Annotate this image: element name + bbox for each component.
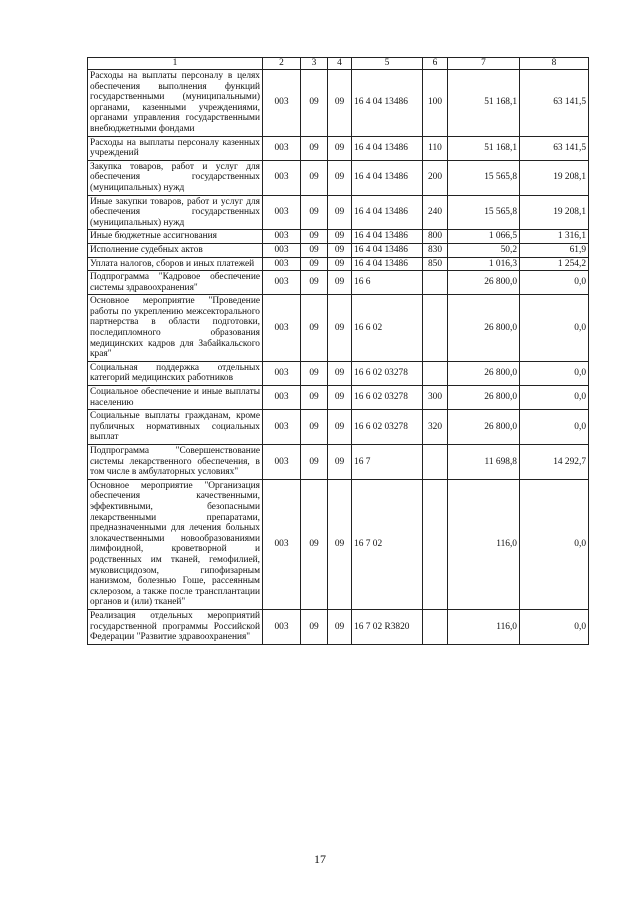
cell-expense-type: 300 (423, 386, 448, 410)
cell-subsection: 09 (328, 70, 352, 137)
cell-subsection: 09 (328, 257, 352, 271)
column-header: 3 (301, 58, 328, 70)
cell-amount-year1: 51 168,1 (448, 70, 520, 137)
cell-amount-year1: 15 565,8 (448, 195, 520, 230)
table-row (88, 609, 589, 644)
cell-subsection: 09 (328, 609, 352, 644)
cell-amount-year1: 26 800,0 (448, 271, 520, 295)
cell-subsection: 09 (328, 243, 352, 257)
cell-section: 09 (301, 410, 328, 445)
cell-subsection: 09 (328, 230, 352, 244)
cell-subsection: 09 (328, 160, 352, 195)
cell-amount-year2: 0,0 (520, 410, 589, 445)
cell-main-admin: 003 (263, 243, 301, 257)
cell-subsection: 09 (328, 410, 352, 445)
table-header-row (88, 58, 589, 70)
row-name: Иные закупки товаров, работ и услуг для обеспечения государственных (муниципальных) нужд (88, 195, 263, 230)
column-header: 5 (352, 58, 423, 70)
row-name: Подпрограмма "Кадровое обеспечение системы здравоохранения" (88, 271, 263, 295)
row-name: Расходы на выплаты персоналу казенных учреждений (88, 136, 263, 160)
cell-amount-year2: 0,0 (520, 386, 589, 410)
cell-section: 09 (301, 386, 328, 410)
cell-expense-type (423, 445, 448, 480)
table-row (88, 243, 589, 257)
cell-amount-year2: 63 141,5 (520, 70, 589, 137)
cell-section: 09 (301, 479, 328, 609)
cell-expense-type: 200 (423, 160, 448, 195)
cell-subsection: 09 (328, 361, 352, 385)
cell-expense-type (423, 479, 448, 609)
cell-expense-type (423, 295, 448, 362)
table-row (88, 136, 589, 160)
cell-section: 09 (301, 361, 328, 385)
cell-subsection: 09 (328, 271, 352, 295)
cell-amount-year1: 50,2 (448, 243, 520, 257)
cell-amount-year1: 51 168,1 (448, 136, 520, 160)
cell-amount-year1: 1 066,5 (448, 230, 520, 244)
cell-section: 09 (301, 230, 328, 244)
row-name: Реализация отдельных мероприятий государственной программы Российской Федерации "Развитие здравоохранения" (88, 609, 263, 644)
cell-target-article: 16 6 02 03278 (352, 361, 423, 385)
cell-expense-type: 110 (423, 136, 448, 160)
table-row (88, 271, 589, 295)
table-row (88, 410, 589, 445)
row-name: Социальное обеспечение и иные выплаты населению (88, 386, 263, 410)
table-row (88, 386, 589, 410)
cell-amount-year1: 26 800,0 (448, 410, 520, 445)
cell-section: 09 (301, 243, 328, 257)
row-name: Уплата налогов, сборов и иных платежей (88, 257, 263, 271)
cell-expense-type (423, 271, 448, 295)
cell-amount-year2: 0,0 (520, 479, 589, 609)
column-header: 6 (423, 58, 448, 70)
row-name: Иные бюджетные ассигнования (88, 230, 263, 244)
cell-amount-year2: 19 208,1 (520, 160, 589, 195)
cell-section: 09 (301, 195, 328, 230)
table-row (88, 230, 589, 244)
column-header: 4 (328, 58, 352, 70)
row-name: Расходы на выплаты персоналу в целях обеспечения выполнения функций государственными (муниципальными) органами, казенными учреждениями, органами управления государственными внебюджетными фондами (88, 70, 263, 137)
cell-amount-year2: 0,0 (520, 609, 589, 644)
cell-subsection: 09 (328, 195, 352, 230)
cell-section: 09 (301, 257, 328, 271)
cell-main-admin: 003 (263, 410, 301, 445)
row-name: Исполнение судебных актов (88, 243, 263, 257)
cell-amount-year2: 61,9 (520, 243, 589, 257)
cell-target-article: 16 7 02 (352, 479, 423, 609)
cell-target-article: 16 7 02 R3820 (352, 609, 423, 644)
cell-expense-type (423, 361, 448, 385)
cell-amount-year1: 1 016,3 (448, 257, 520, 271)
row-name: Основное мероприятие "Организация обеспечения качественными, эффективными, безопасными лекарственными препаратами, предназначенными для лечения больных злокачественными новообразованиями лимфоидной, кроветворной и родственных им тканей, гемофилией, муковисцидозом, гипофизарным нанизмом, болезнью Гоше, рассеянным склерозом, а также после трансплантации органов и (или) тканей" (88, 479, 263, 609)
cell-subsection: 09 (328, 136, 352, 160)
cell-target-article: 16 6 02 03278 (352, 386, 423, 410)
cell-main-admin: 003 (263, 257, 301, 271)
cell-target-article: 16 6 02 (352, 295, 423, 362)
table-row (88, 445, 589, 480)
cell-amount-year1: 116,0 (448, 479, 520, 609)
table-row (88, 160, 589, 195)
cell-section: 09 (301, 160, 328, 195)
table-row (88, 479, 589, 609)
cell-main-admin: 003 (263, 230, 301, 244)
cell-amount-year2: 1 254,2 (520, 257, 589, 271)
cell-target-article: 16 4 04 13486 (352, 230, 423, 244)
cell-main-admin: 003 (263, 160, 301, 195)
cell-main-admin: 003 (263, 70, 301, 137)
cell-expense-type: 240 (423, 195, 448, 230)
cell-expense-type: 830 (423, 243, 448, 257)
cell-target-article: 16 4 04 13486 (352, 257, 423, 271)
cell-expense-type (423, 609, 448, 644)
cell-amount-year1: 116,0 (448, 609, 520, 644)
cell-target-article: 16 4 04 13486 (352, 70, 423, 137)
column-header: 1 (88, 58, 263, 70)
cell-amount-year1: 15 565,8 (448, 160, 520, 195)
cell-main-admin: 003 (263, 445, 301, 480)
cell-subsection: 09 (328, 295, 352, 362)
table-row (88, 361, 589, 385)
row-name: Закупка товаров, работ и услуг для обеспечения государственных (муниципальных) нужд (88, 160, 263, 195)
cell-amount-year2: 19 208,1 (520, 195, 589, 230)
cell-amount-year1: 11 698,8 (448, 445, 520, 480)
column-header: 2 (263, 58, 301, 70)
cell-expense-type: 850 (423, 257, 448, 271)
page-number: 17 (314, 852, 326, 866)
cell-amount-year2: 0,0 (520, 361, 589, 385)
cell-section: 09 (301, 136, 328, 160)
cell-main-admin: 003 (263, 361, 301, 385)
cell-subsection: 09 (328, 479, 352, 609)
cell-section: 09 (301, 271, 328, 295)
cell-amount-year1: 26 800,0 (448, 295, 520, 362)
row-name: Подпрограмма "Совершенствование системы лекарственного обеспечения, в том числе в амбулаторных условиях" (88, 445, 263, 480)
cell-amount-year1: 26 800,0 (448, 386, 520, 410)
cell-section: 09 (301, 70, 328, 137)
cell-main-admin: 003 (263, 479, 301, 609)
table-row (88, 295, 589, 362)
table-row (88, 257, 589, 271)
cell-expense-type: 100 (423, 70, 448, 137)
cell-amount-year2: 63 141,5 (520, 136, 589, 160)
cell-target-article: 16 4 04 13486 (352, 160, 423, 195)
column-header: 7 (448, 58, 520, 70)
cell-subsection: 09 (328, 445, 352, 480)
row-name: Социальные выплаты гражданам, кроме публичных нормативных социальных выплат (88, 410, 263, 445)
cell-main-admin: 003 (263, 136, 301, 160)
cell-amount-year1: 26 800,0 (448, 361, 520, 385)
cell-target-article: 16 4 04 13486 (352, 243, 423, 257)
cell-subsection: 09 (328, 386, 352, 410)
cell-target-article: 16 6 02 03278 (352, 410, 423, 445)
cell-main-admin: 003 (263, 386, 301, 410)
column-header: 8 (520, 58, 589, 70)
row-name: Основное мероприятие "Проведение работы по укреплению межсекторального партнерства в области подготовки, последипломного образования медицинских кадров для Забайкальского края" (88, 295, 263, 362)
table-row (88, 70, 589, 137)
cell-section: 09 (301, 445, 328, 480)
cell-main-admin: 003 (263, 195, 301, 230)
cell-expense-type: 320 (423, 410, 448, 445)
table-row (88, 195, 589, 230)
cell-main-admin: 003 (263, 295, 301, 362)
cell-target-article: 16 7 (352, 445, 423, 480)
cell-main-admin: 003 (263, 609, 301, 644)
cell-amount-year2: 1 316,1 (520, 230, 589, 244)
cell-target-article: 16 6 (352, 271, 423, 295)
cell-amount-year2: 0,0 (520, 271, 589, 295)
cell-amount-year2: 0,0 (520, 295, 589, 362)
budget-table (87, 57, 589, 645)
cell-expense-type: 800 (423, 230, 448, 244)
cell-target-article: 16 4 04 13486 (352, 136, 423, 160)
cell-section: 09 (301, 609, 328, 644)
cell-amount-year2: 14 292,7 (520, 445, 589, 480)
cell-target-article: 16 4 04 13486 (352, 195, 423, 230)
row-name: Социальная поддержка отдельных категорий медицинских работников (88, 361, 263, 385)
cell-main-admin: 003 (263, 271, 301, 295)
cell-section: 09 (301, 295, 328, 362)
